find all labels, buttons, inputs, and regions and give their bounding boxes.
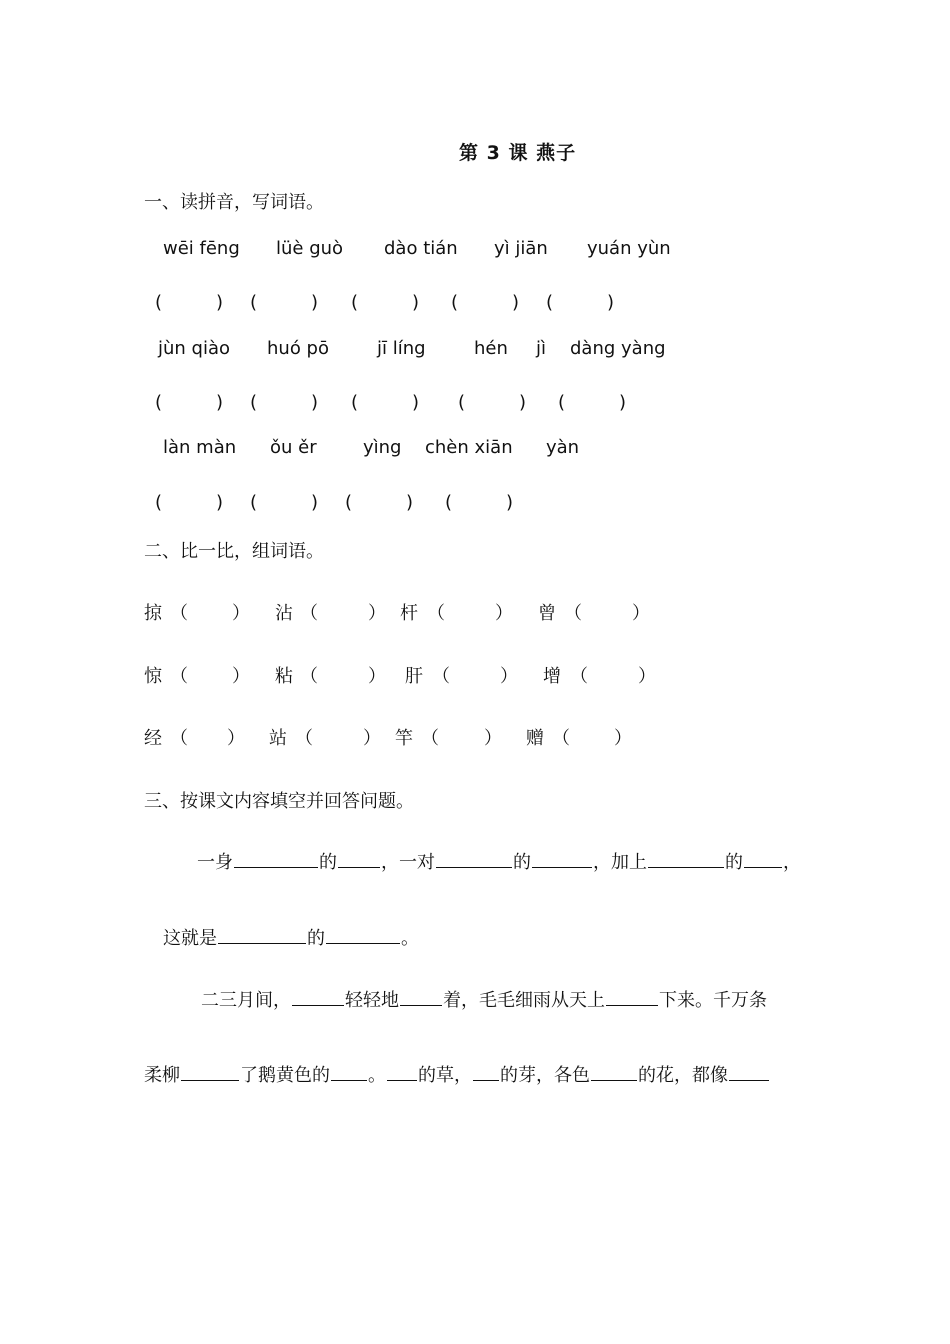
close-paren: ） <box>232 603 250 624</box>
pinyin-item: jī líng <box>377 338 426 359</box>
close-paren: ） <box>632 603 650 624</box>
pinyin-item: hén <box>474 338 508 359</box>
close-paren: ） <box>495 603 513 624</box>
close-paren: ） <box>614 728 632 749</box>
open-paren: （ <box>170 666 188 687</box>
compare-char: 曾 <box>538 603 556 624</box>
pinyin-item: dàng yàng <box>570 338 666 359</box>
open-paren: （ <box>170 603 188 624</box>
fill-blank[interactable] <box>181 1060 239 1081</box>
open-paren: （ <box>295 728 313 749</box>
pinyin-item: ǒu ěr <box>270 437 317 458</box>
fill-blank[interactable] <box>331 1060 367 1081</box>
close-paren: ） <box>227 728 245 749</box>
pinyin-item: huó pō <box>267 338 329 359</box>
fill-text: 这就是 <box>163 928 217 949</box>
fill-blank[interactable] <box>436 847 512 868</box>
fill-text: ，加上 <box>593 852 647 873</box>
fill-line <box>144 1060 770 1089</box>
fill-text: 的花，都像 <box>638 1065 728 1086</box>
fill-text: ， <box>783 852 801 873</box>
answer-blank[interactable]: ( ) <box>155 392 224 413</box>
open-paren: （ <box>427 603 445 624</box>
close-paren: ） <box>232 666 250 687</box>
answer-blank[interactable]: ( ) <box>250 292 319 313</box>
fill-text: 下来。千万条 <box>659 990 767 1011</box>
fill-text: 二三月间， <box>201 990 291 1011</box>
fill-text: ，一对 <box>381 852 435 873</box>
answer-blank[interactable]: ( ) <box>458 392 527 413</box>
fill-blank[interactable] <box>606 985 658 1006</box>
fill-blank[interactable] <box>234 847 318 868</box>
close-paren: ） <box>363 728 381 749</box>
fill-text: 的 <box>513 852 531 873</box>
fill-blank[interactable] <box>591 1060 637 1081</box>
close-paren: ） <box>500 666 518 687</box>
close-paren: ） <box>368 666 386 687</box>
fill-blank[interactable] <box>729 1060 769 1081</box>
answer-blank[interactable]: ( ) <box>558 392 627 413</box>
compare-char: 赠 <box>526 728 544 749</box>
fill-text: 了鹅黄色的 <box>240 1065 330 1086</box>
fill-text: 着，毛毛细雨从天上 <box>443 990 605 1011</box>
compare-char: 沾 <box>275 603 293 624</box>
fill-blank[interactable] <box>648 847 724 868</box>
open-paren: （ <box>564 603 582 624</box>
compare-char: 经 <box>144 728 162 749</box>
fill-blank[interactable] <box>473 1060 499 1081</box>
pinyin-item: wēi fēng <box>163 238 240 259</box>
answer-blank[interactable]: ( ) <box>546 292 615 313</box>
compare-char: 肝 <box>405 666 423 687</box>
compare-char: 杆 <box>400 603 418 624</box>
fill-blank[interactable] <box>218 923 306 944</box>
fill-text: 的 <box>725 852 743 873</box>
compare-char: 增 <box>543 666 561 687</box>
pinyin-item: lüè guò <box>276 238 344 259</box>
answer-blank[interactable]: ( ) <box>345 492 414 513</box>
pinyin-item: làn màn <box>163 437 237 458</box>
pinyin-item: jì <box>536 338 547 359</box>
compare-char: 站 <box>269 728 287 749</box>
open-paren: （ <box>552 728 570 749</box>
answer-blank[interactable]: ( ) <box>351 392 420 413</box>
fill-blank[interactable] <box>532 847 592 868</box>
compare-char: 掠 <box>144 603 162 624</box>
answer-blank[interactable]: ( ) <box>451 292 520 313</box>
close-paren: ） <box>484 728 502 749</box>
fill-text: 一身 <box>197 852 233 873</box>
pinyin-item: dào tián <box>384 238 458 259</box>
fill-text: 的芽，各色 <box>500 1065 590 1086</box>
page-title: 第 3 课 燕子 <box>459 142 577 164</box>
fill-line <box>163 923 419 952</box>
answer-blank[interactable]: ( ) <box>445 492 514 513</box>
section-1-heading: 一、读拼音，写词语。 <box>144 192 324 213</box>
answer-blank[interactable]: ( ) <box>155 292 224 313</box>
close-paren: ） <box>368 603 386 624</box>
answer-blank[interactable]: ( ) <box>351 292 420 313</box>
compare-char: 粘 <box>275 666 293 687</box>
fill-text: 柔柳 <box>144 1065 180 1086</box>
open-paren: （ <box>432 666 450 687</box>
fill-blank[interactable] <box>744 847 782 868</box>
fill-blank[interactable] <box>338 847 380 868</box>
answer-blank[interactable]: ( ) <box>155 492 224 513</box>
open-paren: （ <box>300 603 318 624</box>
compare-char: 惊 <box>144 666 162 687</box>
answer-blank[interactable]: ( ) <box>250 392 319 413</box>
pinyin-item: yì jiān <box>494 238 548 259</box>
section-3-heading: 三、按课文内容填空并回答问题。 <box>144 791 414 812</box>
fill-line <box>201 985 767 1014</box>
fill-text: 的 <box>319 852 337 873</box>
fill-blank[interactable] <box>326 923 400 944</box>
fill-text: 的草， <box>418 1065 472 1086</box>
fill-line <box>197 847 801 876</box>
fill-text: 轻轻地 <box>345 990 399 1011</box>
compare-char: 竿 <box>395 728 413 749</box>
pinyin-item: yuán yùn <box>587 238 671 259</box>
pinyin-item: jùn qiào <box>158 338 231 359</box>
close-paren: ） <box>638 666 656 687</box>
fill-text: 。 <box>368 1065 386 1086</box>
pinyin-item: chèn xiān <box>425 437 513 458</box>
fill-text: 的 <box>307 928 325 949</box>
section-2-heading: 二、比一比，组词语。 <box>144 541 324 562</box>
fill-blank[interactable] <box>400 985 442 1006</box>
fill-blank[interactable] <box>387 1060 417 1081</box>
fill-blank[interactable] <box>292 985 344 1006</box>
fill-text: 。 <box>401 928 419 949</box>
pinyin-item: yìng <box>363 437 402 458</box>
pinyin-item: yàn <box>546 437 580 458</box>
open-paren: （ <box>170 728 188 749</box>
answer-blank[interactable]: ( ) <box>250 492 319 513</box>
open-paren: （ <box>570 666 588 687</box>
open-paren: （ <box>300 666 318 687</box>
open-paren: （ <box>421 728 439 749</box>
